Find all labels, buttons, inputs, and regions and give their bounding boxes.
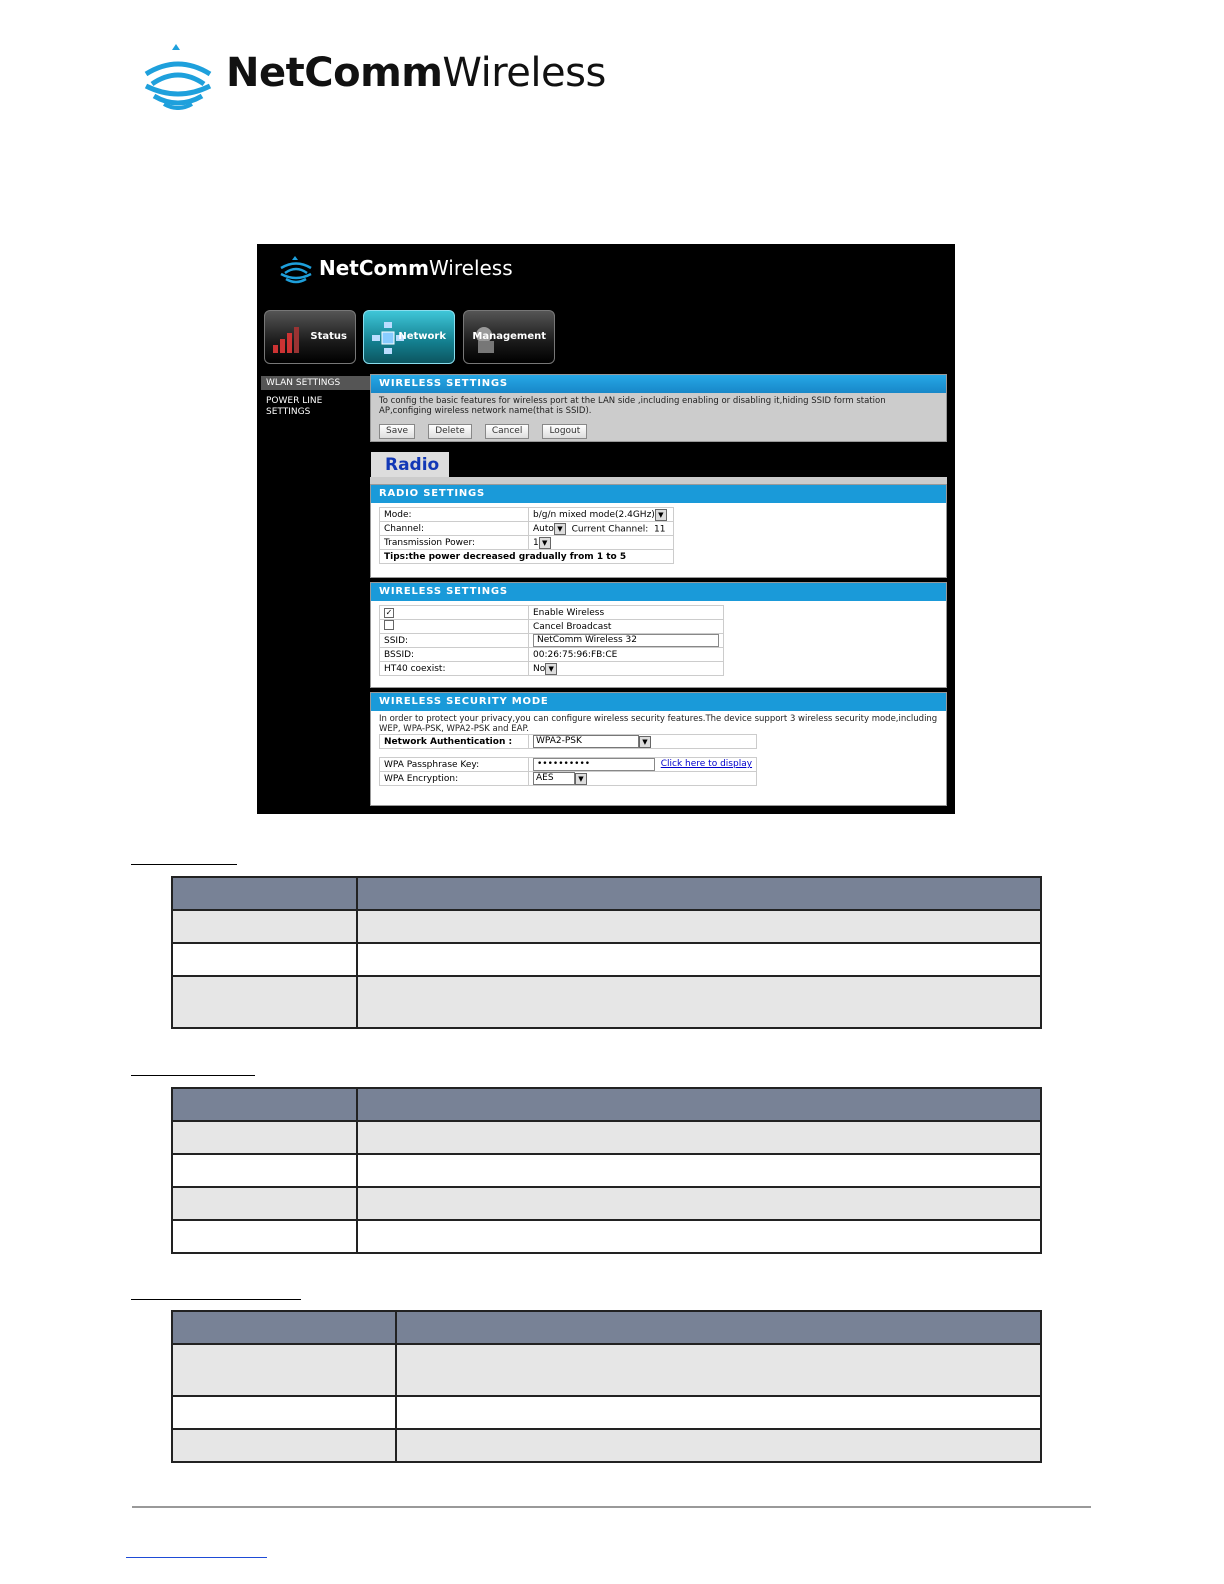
power-tips-text: Tips:the power decreased gradually from 1 to 5 <box>380 550 674 564</box>
header-cell <box>172 877 357 910</box>
wireless-settings-panel <box>370 582 947 688</box>
mode-label: Mode: <box>380 508 529 522</box>
delete-button[interactable]: Delete <box>428 424 472 439</box>
table-cell <box>172 976 357 1028</box>
sidebar-item-wlan-settings[interactable] <box>261 376 374 390</box>
panel-title: WIRELESS SETTINGS <box>371 583 946 601</box>
current-channel-value: 11 <box>654 524 666 534</box>
chevron-down-icon: ▼ <box>545 663 557 675</box>
save-button[interactable]: Save <box>379 424 415 439</box>
header-cell <box>357 1088 1041 1121</box>
cancel-broadcast-label: Cancel Broadcast <box>529 620 724 634</box>
wpa-encryption-select[interactable] <box>533 772 575 785</box>
footer-link-underline[interactable] <box>126 1557 267 1558</box>
section-heading-underline <box>131 1299 301 1300</box>
channel-label: Channel: <box>380 522 529 536</box>
table-cell <box>357 943 1041 976</box>
wifi-logo-icon <box>279 254 315 284</box>
header-cell <box>396 1311 1041 1344</box>
transmission-power-select[interactable] <box>533 538 551 548</box>
power-value: 1 <box>533 538 539 548</box>
enc-value: AES <box>536 773 554 783</box>
wpa-passphrase-label: WPA Passphrase Key: <box>380 758 529 772</box>
mode-select[interactable] <box>533 510 667 520</box>
channel-value: Auto <box>533 524 554 534</box>
header-cell <box>357 877 1041 910</box>
sidebar-item-label: POWER LINE SETTINGS <box>266 396 323 417</box>
bssid-label: BSSID: <box>380 648 529 662</box>
ssid-label: SSID: <box>380 634 529 648</box>
enable-wireless-checkbox[interactable]: ✓ <box>385 607 393 617</box>
logo-bold-text: NetComm <box>226 50 443 96</box>
nav-tab-label: Network <box>398 331 446 342</box>
transmission-power-label: Transmission Power: <box>380 536 529 550</box>
section-heading-underline <box>131 864 237 865</box>
network-authentication-label: Network Authentication : <box>380 735 529 749</box>
radio-settings-panel <box>370 484 947 578</box>
network-authentication-select[interactable] <box>533 735 639 748</box>
logout-button[interactable]: Logout <box>542 424 587 439</box>
tab-strip <box>370 477 947 484</box>
section-heading-underline <box>131 1075 255 1076</box>
table-cell <box>172 943 357 976</box>
table-cell <box>357 1121 1041 1154</box>
router-logo <box>279 250 539 286</box>
nav-tab-label: Status <box>310 331 347 342</box>
nav-tab-network[interactable] <box>363 310 455 364</box>
nav-tab-management[interactable] <box>463 310 555 364</box>
ht40-value: No <box>533 664 546 674</box>
panel-description: To config the basic features for wireless port at the LAN side ,including enabling or disabling it,hiding SSID form station AP,configing wireless network name(that is SSID). <box>379 396 886 416</box>
cancel-broadcast-checkbox[interactable] <box>384 620 394 630</box>
ssid-input[interactable]: NetComm Wireless 32 <box>533 634 719 647</box>
radio-settings-doc-table <box>171 876 1042 1029</box>
chevron-down-icon: ▼ <box>655 509 667 521</box>
security-mode-doc-table <box>171 1310 1042 1463</box>
panel-title: WIRELESS SETTINGS <box>371 375 946 393</box>
action-buttons <box>371 416 946 439</box>
panel-title: WIRELESS SECURITY MODE <box>371 693 946 711</box>
table-cell <box>172 1344 396 1396</box>
wpa-passphrase-input[interactable]: •••••••••• <box>533 758 655 771</box>
wpa-encryption-label: WPA Encryption: <box>380 772 529 786</box>
table-cell <box>357 910 1041 943</box>
table-cell <box>172 1429 396 1462</box>
mode-value: b/g/n mixed mode(2.4GHz) <box>533 510 655 520</box>
table-cell <box>172 1187 357 1220</box>
current-channel-label: Current Channel: <box>571 524 649 534</box>
table-cell <box>172 1396 396 1429</box>
nav-tab-label: Management <box>472 331 546 342</box>
router-ui-screenshot <box>257 244 955 814</box>
table-cell <box>357 1187 1041 1220</box>
tab-radio[interactable]: Radio <box>371 452 449 478</box>
security-table <box>379 734 757 786</box>
wireless-settings-table <box>379 605 724 676</box>
chevron-down-icon: ▼ <box>539 537 551 549</box>
table-cell <box>172 910 357 943</box>
cancel-button[interactable]: Cancel <box>485 424 530 439</box>
table-cell <box>396 1396 1041 1429</box>
panel-title: RADIO SETTINGS <box>371 485 946 503</box>
wireless-settings-top-panel <box>370 374 947 442</box>
wifi-logo-icon <box>140 40 220 110</box>
auth-value: WPA2-PSK <box>536 736 582 746</box>
table-cell <box>396 1429 1041 1462</box>
header-cell <box>172 1311 396 1344</box>
enable-wireless-label: Enable Wireless <box>529 606 724 620</box>
wireless-settings-doc-table <box>171 1087 1042 1254</box>
table-cell <box>357 1220 1041 1253</box>
wireless-security-panel <box>370 692 947 806</box>
footer-divider <box>132 1506 1091 1508</box>
channel-select[interactable] <box>533 524 566 534</box>
chevron-down-icon: ▼ <box>554 523 566 535</box>
table-cell <box>357 1154 1041 1187</box>
ht40-coexist-select[interactable] <box>533 664 557 674</box>
table-cell <box>172 1154 357 1187</box>
logo-bold-text: NetComm <box>319 256 429 280</box>
header-cell <box>172 1088 357 1121</box>
security-description: In order to protect your privacy,you can configure wireless security features.The device support 3 wireless security mode,including WEP, WPA-PSK, WPA2-PSK and EAP. <box>379 714 938 734</box>
page-logo <box>140 40 610 110</box>
ht40-coexist-label: HT40 coexist: <box>380 662 529 676</box>
signal-bars-icon <box>271 321 307 355</box>
table-cell <box>396 1344 1041 1396</box>
sidebar-item-power-line-settings[interactable] <box>261 396 336 418</box>
table-cell <box>172 1121 357 1154</box>
table-cell <box>357 976 1041 1028</box>
sidebar-item-label: WLAN SETTINGS <box>266 378 341 388</box>
chevron-down-icon: ▼ <box>639 736 651 748</box>
logo-light-text: Wireless <box>428 256 513 280</box>
table-cell <box>172 1220 357 1253</box>
chevron-down-icon: ▼ <box>575 773 587 785</box>
bssid-value: 00:26:75:96:FB:CE <box>529 648 724 662</box>
radio-settings-table <box>379 507 674 564</box>
display-key-link[interactable]: Click here to display <box>660 759 753 769</box>
logo-light-text: Wireless <box>442 50 606 96</box>
nav-tab-status[interactable] <box>264 310 356 364</box>
